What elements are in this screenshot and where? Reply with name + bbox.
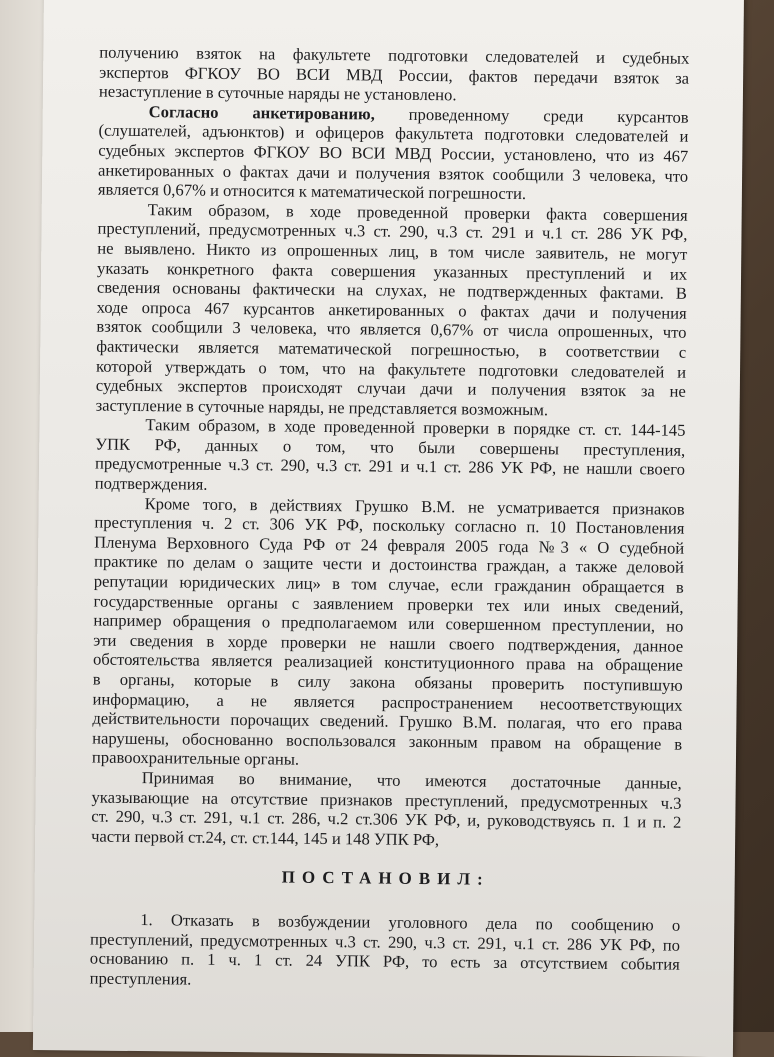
text-line: сведения основаны фактически на слухах, не подтвержденных фактами. В	[96, 277, 687, 303]
text-line: государственные органы с заявлением проверки тех или иных сведений,	[93, 591, 684, 617]
text-line: нарушены, обоснованно воспользовался законным правом на обращение в	[92, 728, 683, 754]
text-line: основанию п. 1 ч. 1 ст. 24 УПК РФ, то есть за отсутствием события	[89, 948, 680, 974]
text-line: Принимая во внимание, что имеются достаточные данные,	[141, 768, 682, 793]
text-line: указать конкретного факта совершения указанных преступлений и их	[96, 258, 688, 284]
text-line: правоохранительные органы.	[91, 747, 300, 770]
text-line: УПК РФ, данных о том, что были совершены преступления,	[95, 434, 686, 460]
text-line: репутации юридических лиц» в том случае, если гражданин обращается в	[93, 571, 684, 597]
text-line: эти сведения в хорде проверки не нашли своего подтверждения, данное	[93, 630, 684, 656]
text-line: обстоятельства является реализацией конституционного права на обращение	[92, 649, 684, 676]
text-line: преступления.	[89, 968, 192, 989]
text-line: ходе опроса 467 курсантов анкетированных о фактах дачи и получения	[96, 297, 687, 323]
text-line: заступление в суточные наряды, не представляется возможным.	[95, 395, 549, 419]
text-line: является 0,67% и относится к математической погрешности.	[97, 179, 527, 204]
text-line: экспертов ФГКОУ ВО ВСИ МВД России, фактов передачи взяток за	[99, 62, 690, 88]
text-line: фактически является математической погрешностью, в соответствии с	[96, 336, 687, 362]
text-line: практике по делам о защите чести и достоинства граждан, а также деловой	[93, 551, 685, 578]
text-line: не выявлено. Никто из опрошенных лиц, в том числе заявитель, не могут	[97, 238, 688, 264]
text-line: подтверждения.	[94, 473, 208, 494]
text-line: Таким образом, в ходе проведенной проверки факта совершения	[147, 199, 688, 225]
text-line: например обращения о предполагаемом или совершенном преступлении, но	[93, 610, 684, 636]
text-line: части первой ст.24, ст. ст.144, 145 и 148 УПК РФ,	[91, 826, 440, 849]
text-line: незаступление в суточные наряды не установлено.	[98, 81, 457, 105]
text-line: преступления ч. 2 ст. 306 УК РФ, поскольку согласно п. 10 Постановления	[94, 512, 685, 538]
text-line: ст. 290, ч.3 ст. 291, ч.1 ст. 286, ч.2 ст.306 УК РФ, и, руководствуясь п. 1 и п. 2	[91, 806, 682, 832]
text-line: которой утверждать о том, что на факультете подготовки следователей и	[95, 356, 687, 382]
document-body	[90, 43, 690, 994]
text-line: 1. Отказать в возбуждении уголовного дела по сообщению о	[140, 909, 681, 935]
bold-phrase: Согласно анкетированию,	[148, 101, 375, 124]
text-line: Пленума Верховного Суда РФ от 24 февраля 2005 года №3 « О судебной	[94, 532, 685, 558]
text-line: Кроме того, в действиях Грушко В.М. не усматривается признаков	[144, 493, 685, 519]
document-page	[33, 0, 744, 1057]
text-line: Таким образом, в ходе проведенной проверки в порядке ст. ст. 144-145	[145, 415, 686, 441]
text-line: анкетированных о фактах дачи и получения взяток сообщили 3 человека, что	[98, 160, 689, 186]
text-line: (слушателей, адъюнктов) и офицеров факультета подготовки следователей и	[98, 120, 689, 147]
text-line: судебных экспертов ФГКОУ ВО ВСИ МВД России, установлено, что из 467	[98, 140, 689, 166]
text-line: получению взяток на факультете подготовки следователей и судебных	[99, 42, 690, 68]
text-line: преступлений, предусмотренных ч.3 ст. 290, ч.3 ст. 291 и ч.1 ст. 286 УК РФ,	[97, 218, 688, 245]
text-line: взяток сообщили 3 человека, что является 0,67% от числа опрошенных, что	[96, 316, 687, 343]
text-line: судебных экспертов происходят случаи дачи и получения взяток за не	[95, 375, 686, 401]
resolution-heading: ПОСТАНОВИЛ:	[281, 867, 490, 890]
text-line: информацию, а не является распространением несоответствующих	[92, 689, 683, 715]
text-line: действительности порочащих сведений. Грушко В.М. полагая, что его права	[92, 708, 683, 734]
text-fragment: проведенному среди курсантов	[408, 104, 689, 127]
text-line: преступлений, предусмотренных ч.3 ст. 290, ч.3 ст. 291, ч.1 ст. 286 УК РФ, по	[89, 929, 681, 955]
text-line: указывающие на отсутствие признаков преступлений, предусмотренных ч.3	[91, 787, 682, 813]
text-line: в органы, которые в силу закона обязаны проверить поступившую	[92, 669, 683, 695]
text-line: предусмотренные ч.3 ст. 290, ч.3 ст. 291 и ч.1 ст. 286 УК РФ, не нашли своего	[94, 454, 686, 480]
